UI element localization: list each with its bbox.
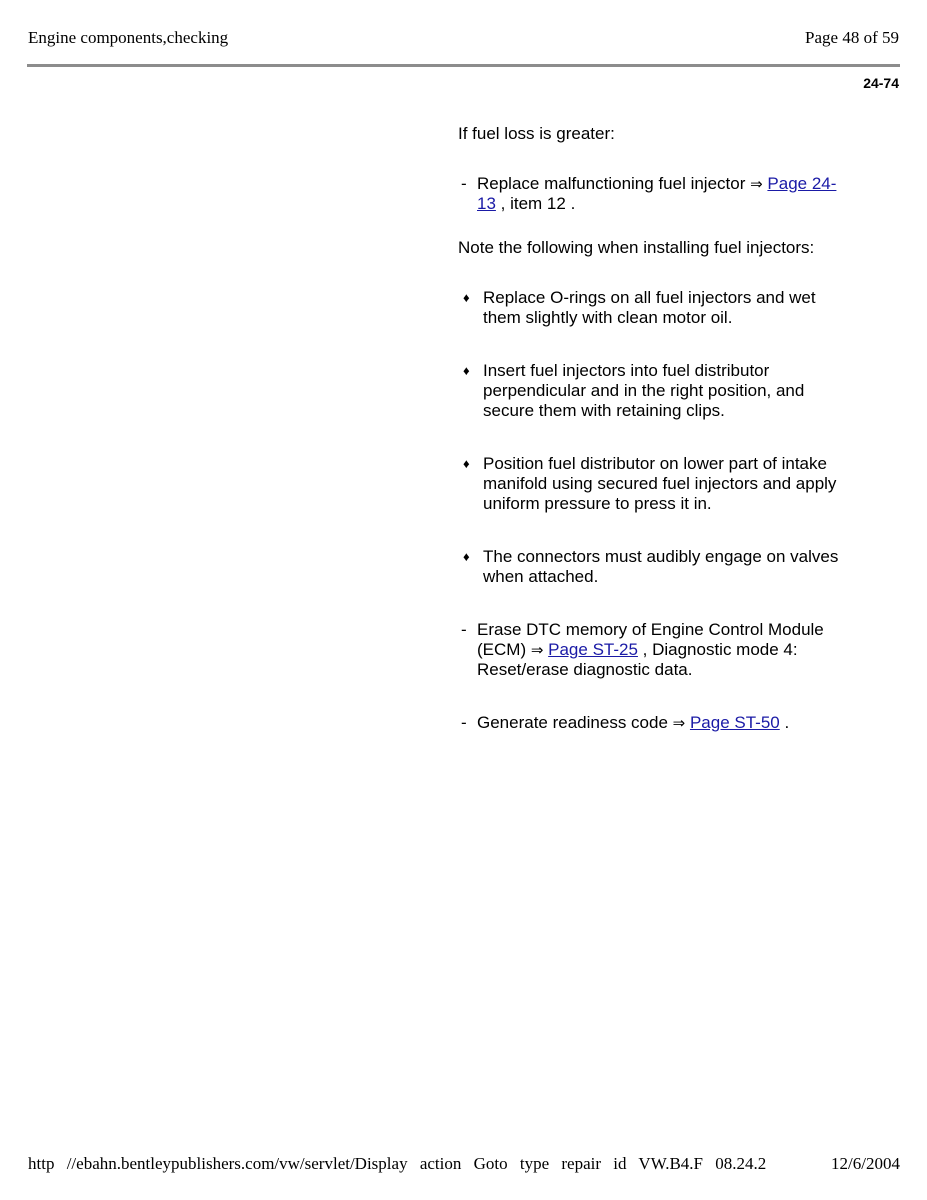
document-title: Engine components,checking bbox=[28, 28, 229, 47]
diamond-bullet-icon: ♦ bbox=[463, 290, 470, 305]
header-divider bbox=[27, 64, 900, 67]
section-number: 24-74 bbox=[863, 75, 899, 91]
footer-date: 12/6/2004 bbox=[831, 1154, 900, 1173]
bullet-line: Position fuel distributor on lower part of intake bbox=[483, 454, 827, 473]
bullet-line: when attached. bbox=[483, 567, 599, 586]
bullet-line: them slightly with clean motor oil. bbox=[483, 308, 733, 327]
bullet-line: Insert fuel injectors into fuel distributor bbox=[483, 361, 770, 380]
step-text-after: . bbox=[779, 713, 790, 732]
diamond-bullet-icon: ♦ bbox=[463, 363, 470, 378]
page-st-25-link[interactable]: Page ST-25 bbox=[548, 640, 638, 659]
bullet-item bbox=[458, 547, 878, 587]
note-text: Note the following when installing fuel injectors: bbox=[458, 238, 815, 257]
dash-marker: - bbox=[461, 713, 467, 732]
arrow-icon: ⇒ bbox=[750, 175, 763, 193]
step-replace-injector bbox=[458, 174, 878, 214]
dash-marker: - bbox=[461, 174, 467, 193]
intro-text: If fuel loss is greater: bbox=[458, 124, 615, 143]
step-text-after: , item 12 . bbox=[495, 194, 576, 213]
step-text-after: , Diagnostic mode 4: bbox=[637, 640, 798, 659]
page-indicator: Page 48 of 59 bbox=[805, 28, 899, 47]
step-erase-dtc bbox=[458, 620, 878, 680]
page-st-50-link[interactable]: Page ST-50 bbox=[689, 713, 780, 732]
dash-marker: - bbox=[461, 620, 467, 639]
footer-url: http //ebahn.bentleypublishers.com/vw/servlet/Display action Goto type repair id VW.B4.F 08.24.2 bbox=[28, 1154, 767, 1173]
step-text: Erase DTC memory of Engine Control Module bbox=[477, 620, 824, 639]
bullet-item bbox=[458, 288, 878, 328]
bullet-line: Replace O-rings on all fuel injectors and wet bbox=[483, 288, 816, 307]
step-text: Replace malfunctioning fuel injector bbox=[477, 174, 746, 193]
link-part-a: Page 24- bbox=[767, 174, 837, 193]
arrow-icon: ⇒ bbox=[672, 714, 686, 732]
diamond-bullet-icon: ♦ bbox=[463, 456, 470, 471]
bullet-item bbox=[458, 361, 878, 421]
link-part-b: 13 bbox=[477, 194, 496, 213]
step-text: Generate readiness code bbox=[477, 713, 668, 732]
bullet-line: The connectors must audibly engage on valves bbox=[483, 547, 839, 566]
arrow-icon: ⇒ bbox=[530, 641, 544, 659]
diamond-bullet-icon: ♦ bbox=[463, 549, 470, 564]
step-text: Reset/erase diagnostic data. bbox=[477, 660, 693, 679]
main-content bbox=[458, 124, 878, 733]
bullet-line: perpendicular and in the right position, and bbox=[483, 381, 805, 400]
bullet-line: uniform pressure to press it in. bbox=[483, 494, 712, 513]
step-text: (ECM) bbox=[477, 640, 531, 659]
bullet-line: manifold using secured fuel injectors and apply bbox=[483, 474, 837, 493]
bullet-line: secure them with retaining clips. bbox=[483, 401, 725, 420]
bullet-item bbox=[458, 454, 878, 514]
step-readiness-code bbox=[458, 713, 878, 733]
